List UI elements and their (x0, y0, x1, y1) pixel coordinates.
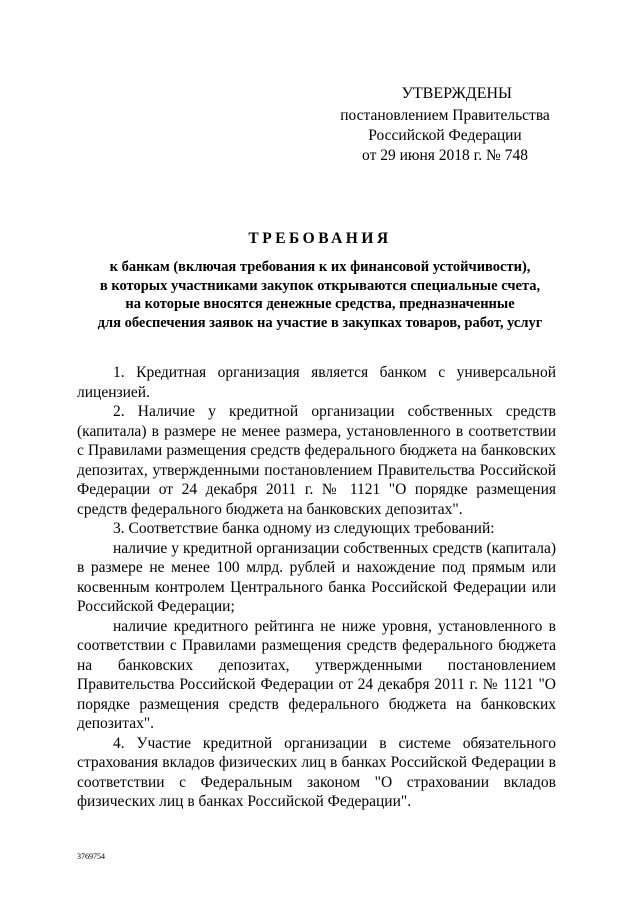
subtitle-line-1: к банкам (включая требования к их финансовой устойчивости), (109, 259, 531, 275)
document-body (77, 363, 556, 812)
paragraph-2: 2. Наличие у кредитной организации собственных средств (капитала) в размере не менее размера, установленного в соответствии с Правилами размещения средств федерального бюджета на банковских депозитах, утвержденными постановлением Правительства Российской Федерации от 24 декабря 2011 г. № 1121 "О порядке размещения средств федерального бюджета на банковских депозитах". (77, 403, 556, 518)
approval-line-2: Российской Федерации (368, 127, 522, 144)
approval-line-3: от 29 июня 2018 г. № 748 (362, 147, 528, 164)
subtitle-line-3: на которые вносятся денежные средства, предназначенные (125, 296, 515, 312)
paragraph-1: 1. Кредитная организация является банком с универсальной лицензией. (77, 364, 556, 401)
paragraph-4: наличие у кредитной организации собственных средств (капитала) в размере не менее 100 млрд. рублей и нахождение под прямым или косвенным контролем Центрального банка Российской Федерации или Российской Федерации; (77, 539, 556, 615)
paragraph-5: наличие кредитного рейтинга не ниже уровня, установленного в соответствии с Правилами размещения средств федерального бюджета на банковских депозитах, утвержденными постановлением Правительства Российской Федерации от 24 декабря 2011 г. № 1121 "О порядке размещения средств федерального бюджета на банковских депозитах". (77, 617, 556, 732)
approval-line-1: постановлением Правительства (340, 107, 550, 124)
paragraph-3: 3. Соответствие банка одному из следующих требований: (113, 520, 495, 537)
document-subtitle (40, 258, 600, 332)
approval-heading: УТВЕРЖДЕНЫ (401, 85, 512, 102)
paragraph-6: 4. Участие кредитной организации в системе обязательного страхования вкладов физических лиц в банках Российской Федерации в соответствии с Федеральным законом "О страховании вкладов физических лиц в банках Российской Федерации". (77, 734, 556, 810)
subtitle-line-4: для обеспечения заявок на участие в закупках товаров, работ, услуг (97, 314, 543, 331)
document-code: 3769754 (77, 852, 105, 861)
document-title: ТРЕБОВАНИЯ (248, 230, 392, 247)
subtitle-line-2: в которых участниками закупок открываются специальные счета, (99, 277, 541, 294)
approval-block (330, 84, 560, 166)
